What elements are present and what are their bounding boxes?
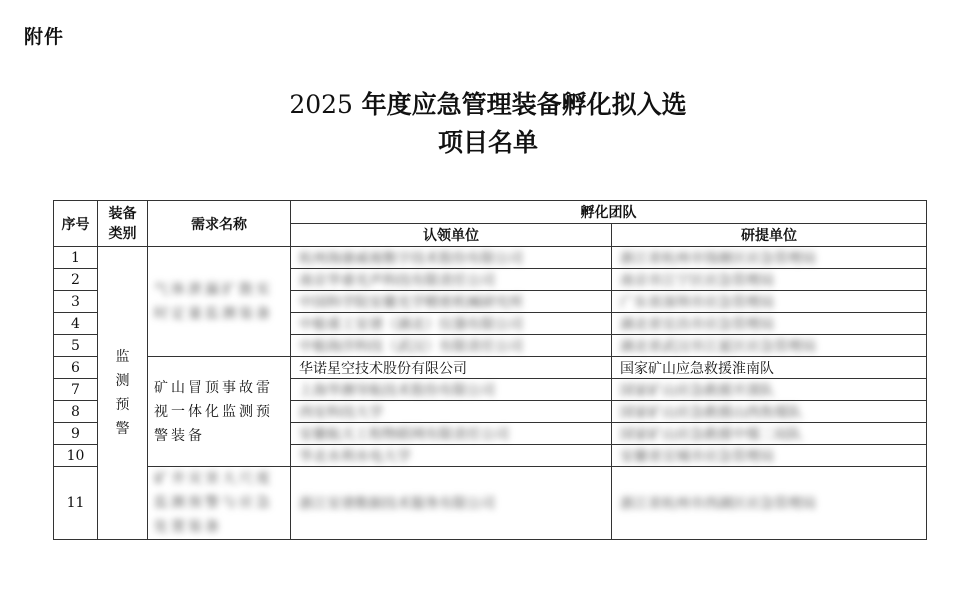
table-row <box>54 247 927 269</box>
table-row <box>54 357 927 379</box>
proposer-unit-cell: 广东省深圳市应急管理局 <box>612 291 927 313</box>
proposer-unit-cell: 国家矿山应急救援开滦队 <box>612 379 927 401</box>
claim-unit-cell: 杭州海康威视数字技术股份有限公司 <box>291 247 612 269</box>
claim-unit-cell: 华诺星空技术股份有限公司 <box>291 357 612 379</box>
header-team: 孵化团队 <box>291 201 927 224</box>
attachment-label: 附件 <box>24 26 65 48</box>
claim-unit-cell: 西安科技大学 <box>291 401 612 423</box>
claim-unit-cell: 中国科学院安徽光学精密机械研究所 <box>291 291 612 313</box>
row-no: 5 <box>54 335 98 357</box>
header-no: 序号 <box>54 201 98 247</box>
row-no: 9 <box>54 423 98 445</box>
page-title <box>0 86 976 162</box>
need-name-cell: 矿井灾害大尺度监测预警与应急处置装备 <box>148 467 291 540</box>
project-list-table <box>53 200 927 540</box>
proposer-unit-cell: 浙江省杭州市钱塘区应急管理局 <box>612 247 927 269</box>
header-category: 装备类别 <box>98 201 148 247</box>
proposer-unit-cell: 湖北省武汉市江夏区应急管理局 <box>612 335 927 357</box>
proposer-unit-cell: 安徽省宣城市应急管理局 <box>612 445 927 467</box>
title-line-2: 项目名单 <box>437 128 538 157</box>
claim-unit-cell: 中船重工安谱（湖北）仪器有限公司 <box>291 313 612 335</box>
table-row <box>54 467 927 540</box>
row-no: 6 <box>54 357 98 379</box>
proposer-unit-cell: 国家矿山应急救援山西焦煤队 <box>612 401 927 423</box>
row-no: 3 <box>54 291 98 313</box>
header-proposer-unit: 研提单位 <box>612 224 927 247</box>
claim-unit-cell: 安徽航天工程物联网有限责任公司 <box>291 423 612 445</box>
row-no: 4 <box>54 313 98 335</box>
header-claim-unit: 认领单位 <box>291 224 612 247</box>
claim-unit-cell: 华北水利水电大学 <box>291 445 612 467</box>
proposer-unit-cell: 浙江省杭州市西湖区应急管理局 <box>612 467 927 540</box>
row-no: 2 <box>54 269 98 291</box>
proposer-unit-cell: 国家矿山应急救援中煤二局队 <box>612 423 927 445</box>
title-line-1-text: 年度应急管理装备孵化拟入选 <box>352 90 687 119</box>
proposer-unit-cell: 湖北省宜昌市应急管理局 <box>612 313 927 335</box>
proposer-unit-cell: 国家矿山应急救援淮南队 <box>612 357 927 379</box>
need-name-cell: 气体泄漏扩散实时定量监测装备 <box>148 247 291 357</box>
category-cell: 监测预警 <box>98 247 148 540</box>
claim-unit-cell: 南京华睿光声科技有限责任公司 <box>291 269 612 291</box>
proposer-unit-cell: 南京市江宁区应急管理局 <box>612 269 927 291</box>
need-name-cell: 矿山冒顶事故雷视一体化监测预警装备 <box>148 357 291 467</box>
title-line-1 <box>0 86 976 124</box>
row-no: 8 <box>54 401 98 423</box>
claim-unit-cell: 上海华测导航技术股份有限公司 <box>291 379 612 401</box>
row-no: 11 <box>54 467 98 540</box>
header-need-name: 需求名称 <box>148 201 291 247</box>
claim-unit-cell: 中船海洋科技（武汉）有限责任公司 <box>291 335 612 357</box>
row-no: 10 <box>54 445 98 467</box>
row-no: 7 <box>54 379 98 401</box>
title-year: 2025 <box>289 90 353 119</box>
row-no: 1 <box>54 247 98 269</box>
claim-unit-cell: 浙江安谱数据技术服务有限公司 <box>291 467 612 540</box>
